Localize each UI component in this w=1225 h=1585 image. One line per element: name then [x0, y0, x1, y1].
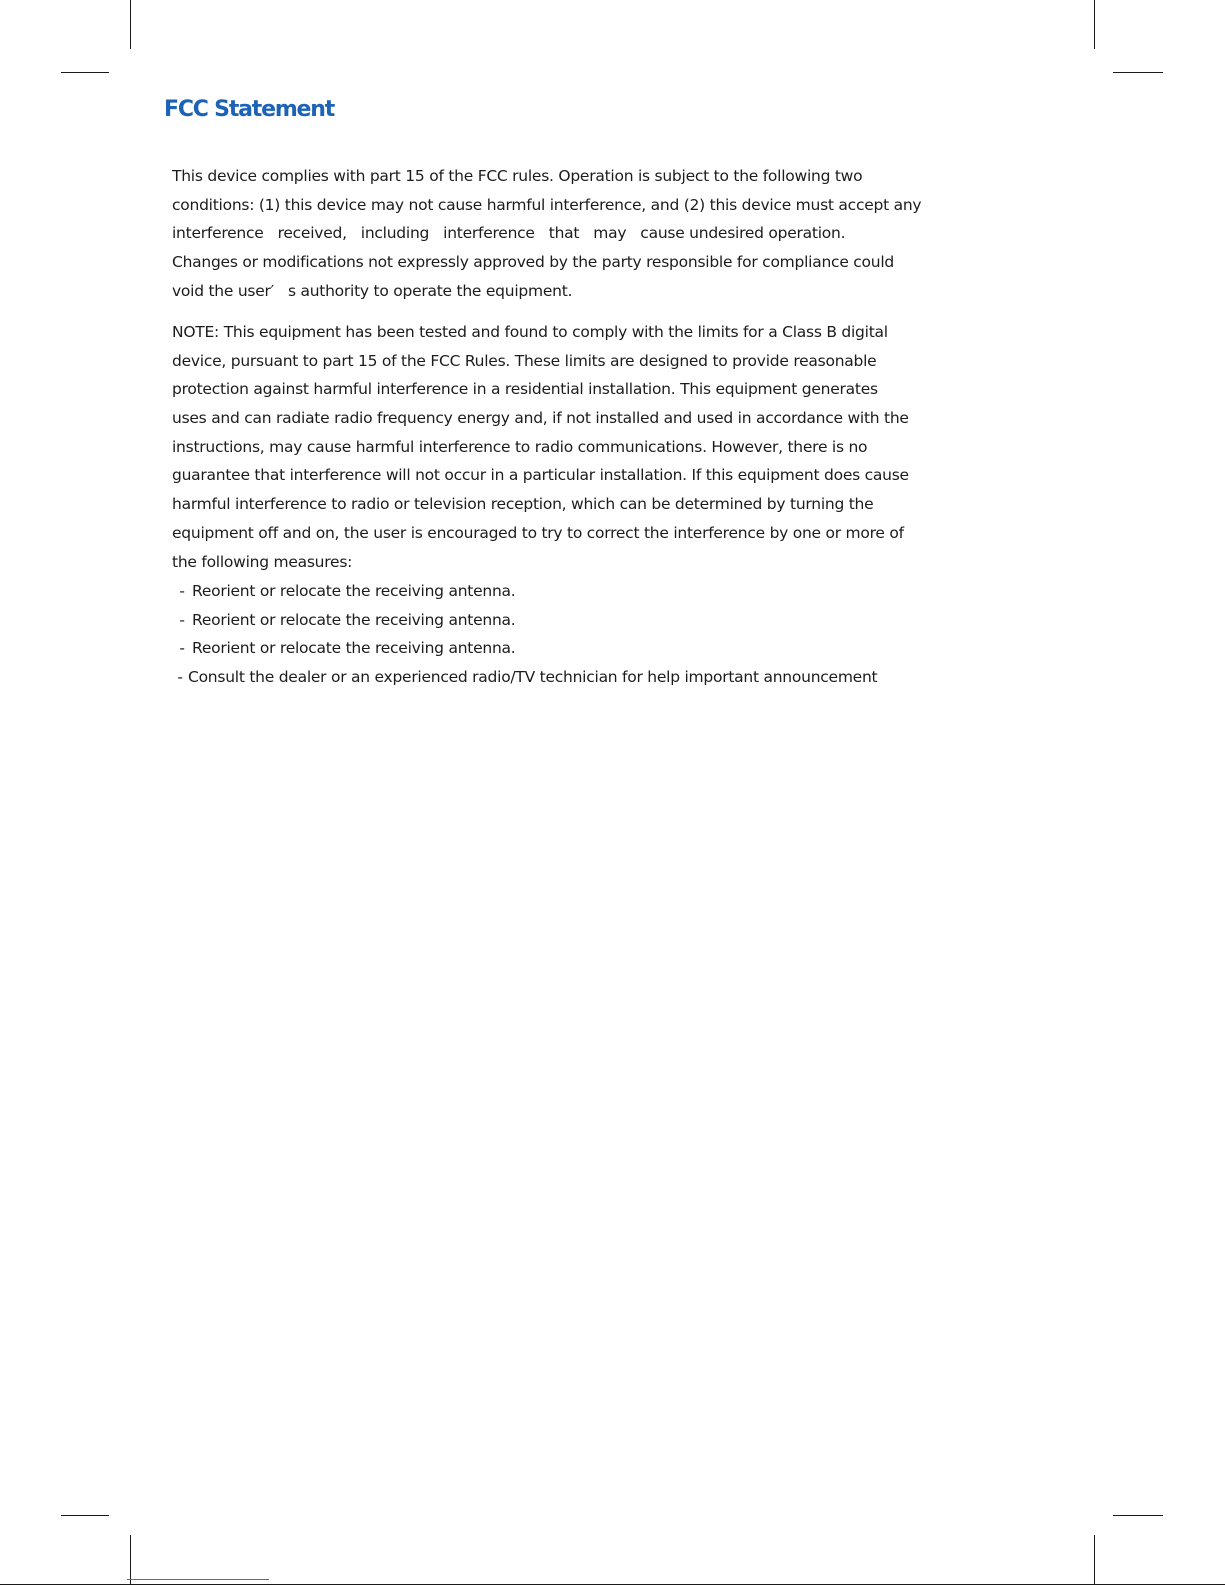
- crop-mark-bottom-right-horizontal: [1113, 1515, 1163, 1516]
- list-dash: -: [179, 639, 185, 658]
- link-underline: [127, 1579, 269, 1580]
- list-item-text: Reorient or relocate the receiving antenna.: [192, 639, 516, 658]
- paragraph-line: equipment off and on, the user is encouraged to try to correct the interference by one or more of: [172, 523, 904, 542]
- measures-list: [172, 577, 1132, 692]
- paragraph-line: uses and can radiate radio frequency energy and, if not installed and used in accordance with the: [172, 409, 909, 428]
- crop-mark-top-left-vertical: [130, 0, 131, 49]
- list-dash: -: [179, 582, 185, 600]
- page-title: FCC Statement: [164, 97, 335, 122]
- list-item: [172, 577, 1132, 606]
- paragraph-line: NOTE: This equipment has been tested and found to comply with the limits for a Class B digital: [172, 323, 888, 341]
- paragraph-line: instructions, may cause harmful interference to radio communications. However, there is no: [172, 437, 868, 456]
- compliance-paragraph: [172, 162, 1132, 305]
- crop-mark-top-right-horizontal: [1113, 72, 1163, 73]
- note-paragraph: [172, 318, 1132, 576]
- paragraph-line: conditions: (1) this device may not cause harmful interference, and (2) this device must accept any: [172, 195, 922, 214]
- list-item: [172, 606, 1132, 635]
- list-item-text: Consult the dealer or an experienced radio/TV technician for help important announcement: [188, 668, 878, 687]
- crop-mark-bottom-left-horizontal: [61, 1515, 109, 1516]
- crop-mark-bottom-left-vertical: [130, 1535, 131, 1585]
- paragraph-line: void the user′ s authority to operate the equipment.: [172, 281, 573, 300]
- crop-mark-bottom-right-vertical: [1094, 1535, 1095, 1585]
- paragraph-line: protection against harmful interference in a residential installation. This equipment generates: [172, 380, 878, 399]
- paragraph-line: guarantee that interference will not occur in a particular installation. If this equipment does cause: [172, 466, 909, 485]
- paragraph-line: device, pursuant to part 15 of the FCC Rules. These limits are designed to provide reasonable: [172, 351, 877, 370]
- paragraph-line: This device complies with part 15 of the FCC rules. Operation is subject to the following two: [172, 167, 863, 185]
- list-dash: -: [179, 610, 185, 629]
- crop-mark-top-right-vertical: [1094, 0, 1095, 49]
- paragraph-line: harmful interference to radio or television reception, which can be determined by turning the: [172, 495, 874, 514]
- paragraph-line: interference received, including interference that may cause undesired operation.: [172, 224, 846, 243]
- paragraph-line: Changes or modifications not expressly approved by the party responsible for compliance could: [172, 253, 895, 272]
- list-dash: -: [177, 668, 183, 687]
- list-item: [172, 634, 1132, 663]
- paragraph-line: the following measures:: [172, 552, 353, 571]
- list-item: [172, 663, 1132, 692]
- list-item-text: Reorient or relocate the receiving antenna.: [192, 582, 516, 600]
- crop-mark-top-left-horizontal: [61, 72, 109, 73]
- list-item-text: Reorient or relocate the receiving antenna.: [192, 610, 516, 629]
